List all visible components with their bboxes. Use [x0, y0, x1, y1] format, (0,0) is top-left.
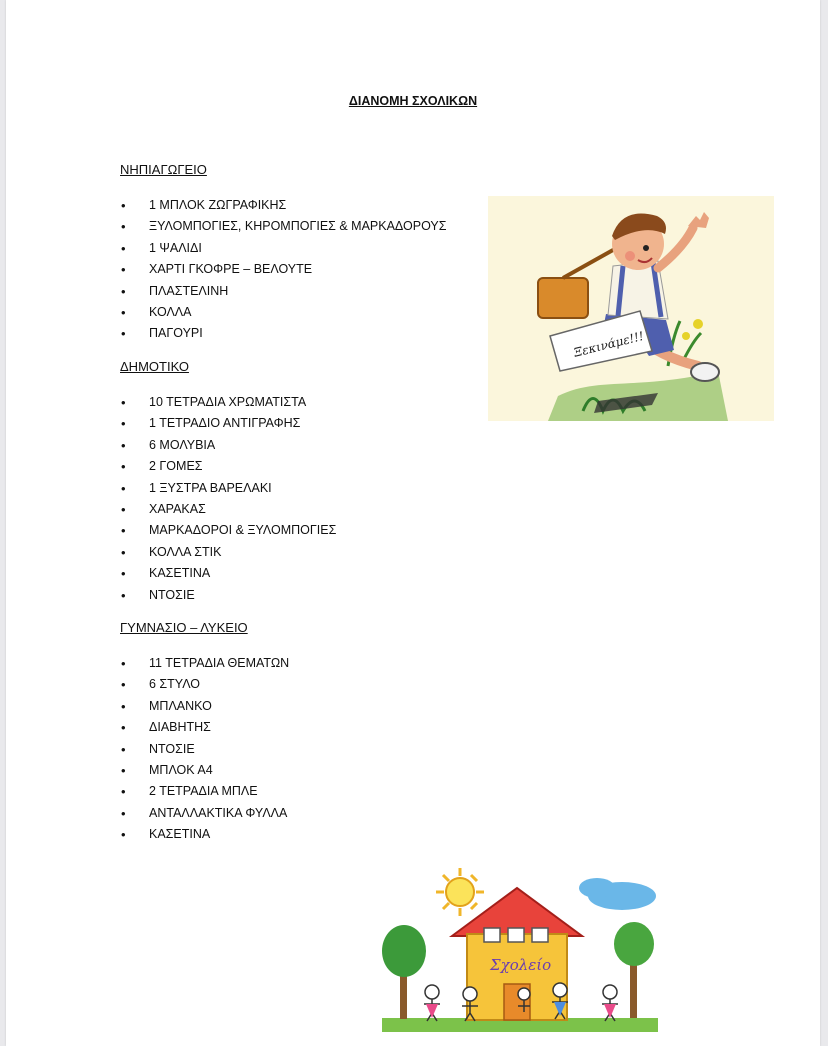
section-heading-gymnasio-lykeio: ΓΥΜΝΑΣΙΟ – ΛΥΚΕΙΟ [120, 620, 248, 635]
boy-sign-text: Ξεκινάμε!!! [572, 328, 646, 360]
list-item: • ΚΟΛΛΑ ΣΤΙΚ [121, 544, 222, 560]
list-gymnasio-lykeio [120, 653, 289, 846]
list-item: • 1 ΞΥΣΤΡΑ ΒΑΡΕΛΑΚΙ [121, 480, 272, 496]
list-item: • ΜΠΛΑΝΚΟ [121, 698, 212, 714]
list-item: • 1 ΤΕΤΡΑΔΙΟ ΑΝΤΙΓΡΑΦΗΣ [121, 416, 301, 432]
list-item: • ΑΝΤΑΛΛΑΚΤΙΚΑ ΦΥΛΛΑ [121, 805, 288, 821]
school-illustration [382, 866, 658, 1032]
list-item: • ΝΤΟΣΙΕ [121, 741, 195, 757]
list-item: • 6 ΣΤΥΛΟ [121, 677, 201, 693]
list-item: • 1 ΜΠΛΟΚ ΖΩΓΡΑΦΙΚΗΣ [121, 198, 287, 213]
list-item: • 6 ΜΟΛΥΒΙΑ [121, 437, 216, 453]
list-item: • ΧΑΡΤΙ ΓΚΟΦΡΕ – ΒΕΛΟΥΤΕ [121, 262, 313, 278]
list-item: • 2 ΤΕΤΡΑΔΙΑ ΜΠΛΕ [121, 784, 258, 800]
list-item: • ΔΙΑΒΗΤΗΣ [121, 720, 211, 736]
list-item: • 11 ΤΕΤΡΑΔΙΑ ΘΕΜΑΤΩΝ [121, 656, 290, 671]
list-item: • ΚΟΛΛΑ [121, 304, 192, 320]
list-item: • ΜΠΛΟΚ Α4 [121, 762, 213, 778]
running-boy-illustration [488, 196, 774, 421]
list-item: • 2 ΓΟΜΕΣ [121, 459, 203, 475]
section-heading-dimotiko: ΔΗΜΟΤΙΚΟ [120, 359, 189, 374]
school-sign-text: Σχολείο [490, 956, 552, 974]
document-page [6, 0, 820, 1046]
list-item: • ΞΥΛΟΜΠΟΓΙΕΣ, ΚΗΡΟΜΠΟΓΙΕΣ & ΜΑΡΚΑΔΟΡΟΥΣ [121, 219, 447, 235]
list-item: • ΜΑΡΚΑΔΟΡΟΙ & ΞΥΛΟΜΠΟΓΙΕΣ [121, 523, 337, 539]
list-item: • 10 ΤΕΤΡΑΔΙΑ ΧΡΩΜΑΤΙΣΤΑ [121, 395, 307, 410]
list-item: • ΚΑΣΕΤΙΝΑ [121, 827, 211, 843]
list-nipiagogeio [120, 195, 446, 345]
list-dimotiko [120, 392, 336, 606]
list-item: • ΚΑΣΕΤΙΝΑ [121, 566, 211, 582]
document-title: ΔΙΑΝΟΜΗ ΣΧΟΛΙΚΩΝ [348, 94, 478, 108]
list-item: • ΠΑΓΟΥΡΙ [121, 326, 203, 342]
list-item: • ΝΤΟΣΙΕ [121, 587, 195, 603]
section-heading-nipiagogeio: ΝΗΠΙΑΓΩΓΕΙΟ [120, 162, 207, 177]
list-item: • ΠΛΑΣΤΕΛΙΝΗ [121, 283, 229, 299]
list-item: • ΧΑΡΑΚΑΣ [121, 501, 206, 517]
list-item: • 1 ΨΑΛΙΔΙ [121, 240, 202, 256]
